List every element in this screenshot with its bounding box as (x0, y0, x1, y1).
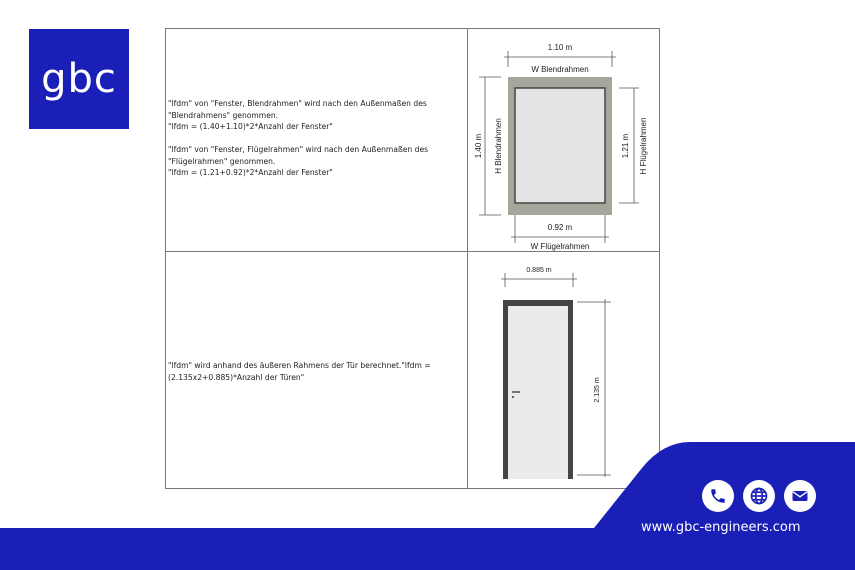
text-line: "lfdm" von "Fenster, Blendrahmen" wird nach den Außenmaßen des (168, 99, 427, 108)
height-outer-label: 1.40 m (474, 133, 483, 159)
door-width-label: 0.885 m (526, 267, 552, 274)
text-line: "lfdm" wird anhand des äußeren Rahmens der Tür berechnet."lfdm = (168, 361, 431, 370)
text-line: "Flügelrahmen" genommen. (168, 156, 276, 166)
text-line: "lfdm" von "Fenster, Flügelrahmen" wird nach den Außenmaßen des (168, 145, 429, 154)
globe-icon[interactable] (743, 480, 775, 512)
website-link[interactable]: www.gbc-engineers.com (641, 520, 801, 535)
text-line: "Blendrahmens" genommen. (168, 110, 279, 120)
width-inner-label: 0.92 m (547, 223, 573, 232)
door-height-label: 2.135 m (594, 377, 601, 403)
phone-icon[interactable] (702, 480, 734, 512)
height-inner-label: 1.21 m (621, 133, 630, 159)
logo-text: gbc (41, 56, 117, 102)
text-line: "lfdm = (1.21+0.92)*2*Anzahl der Fenster" (168, 168, 333, 177)
label-top: W Blendrahmen (531, 65, 589, 74)
text-line: (2.135x2+0.885)*Anzahl der Türen" (168, 372, 305, 382)
width-outer-label: 1.10 m (547, 43, 573, 52)
label-right: H Flügelrahmen (639, 117, 648, 175)
label-left: H Blendrahmen (494, 118, 503, 174)
contact-icons (702, 480, 816, 512)
mail-icon[interactable] (784, 480, 816, 512)
text-line: "lfdm = (1.40+1.10)*2*Anzahl der Fenster" (168, 122, 333, 131)
label-bottom: W Flügelrahmen (530, 242, 590, 251)
